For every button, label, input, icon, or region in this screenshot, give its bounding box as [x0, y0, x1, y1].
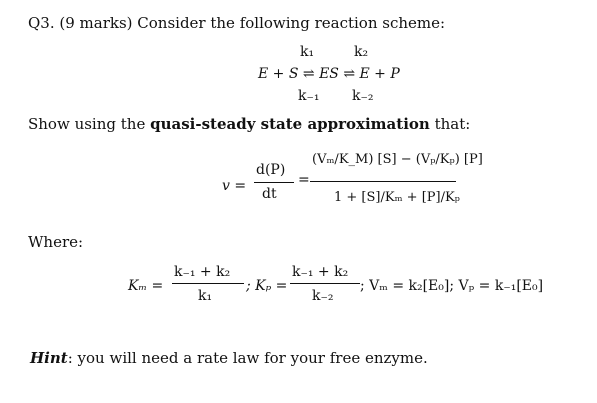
question-heading: Q3. (9 marks) Consider the following reaction scheme: — [28, 14, 446, 32]
rate-constant-k-minus-2: k₋₂ — [352, 88, 374, 104]
kp-lhs: ; Kₚ = — [246, 278, 288, 294]
km-numerator: k₋₁ + k₂ — [174, 264, 231, 280]
show-instruction: Show using the quasi-steady state approximation that: — [28, 115, 471, 133]
rate-dP: d(P) — [256, 162, 286, 178]
hint-line: Hint: you will need a rate law for your free enzyme. — [30, 349, 428, 367]
vm-vp-definitions: ; Vₘ = k₂[E₀]; Vₚ = k₋₁[E₀] — [360, 278, 544, 294]
kp-fraction-bar — [290, 283, 360, 284]
kp-numerator: k₋₁ + k₂ — [292, 264, 349, 280]
km-lhs: Kₘ = — [128, 278, 164, 294]
dpdt-fraction-bar — [254, 182, 294, 183]
km-denominator: k₁ — [198, 288, 213, 304]
rate-dt: dt — [262, 186, 277, 202]
reaction-scheme: E + S ⇌ ES ⇌ E + P — [258, 66, 400, 82]
kp-denominator: k₋₂ — [312, 288, 334, 304]
where-label: Where: — [28, 233, 84, 251]
rate-equals: = — [298, 172, 310, 188]
rate-numerator: (Vₘ/K_M) [S] − (Vₚ/Kₚ) [P] — [312, 152, 483, 167]
rate-lhs: v = — [222, 178, 247, 194]
rate-constant-k-minus-1: k₋₁ — [298, 88, 320, 104]
km-fraction-bar — [172, 283, 244, 284]
rate-denominator: 1 + [S]/Kₘ + [P]/Kₚ — [334, 190, 460, 205]
rate-constant-k2: k₂ — [354, 44, 369, 60]
rate-constant-k1: k₁ — [300, 44, 315, 60]
rate-fraction-bar — [310, 181, 456, 182]
